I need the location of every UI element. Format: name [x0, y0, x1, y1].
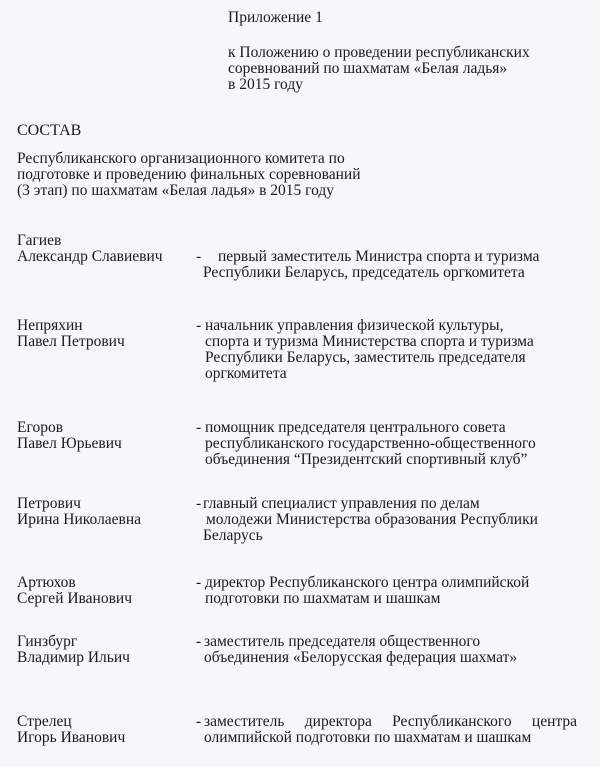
member-given-name: Ирина Николаевна	[17, 511, 142, 528]
member-role-line: молодежи Министерства образования Республики	[206, 511, 538, 528]
member-surname: Гинзбург	[17, 633, 78, 650]
member-given-name: Сергей Иванович	[17, 590, 133, 607]
member-role-line: заместитель председателя общественного	[204, 633, 481, 650]
member-role-line: Беларусь	[203, 527, 263, 544]
member-role-line: заместитель директора Республиканского центра	[204, 713, 577, 730]
member-role-line: спорта и туризма Министерства спорта и туризма	[205, 333, 534, 350]
appendix-line: к Положению о проведении республиканских	[228, 44, 530, 61]
member-role-line: подготовки по шахматам и шашкам	[205, 590, 441, 607]
member-dash: -	[196, 317, 202, 334]
member-role	[205, 575, 529, 607]
member-dash: -	[196, 495, 202, 512]
member-dash: -	[196, 633, 202, 650]
member-given-name: Александр Славиевич	[17, 248, 163, 265]
member-dash: -	[196, 248, 202, 265]
document-heading: СОСТАВ	[17, 122, 82, 139]
member-surname: Стрелец	[17, 713, 72, 730]
member-surname: Егоров	[17, 419, 64, 436]
subtitle-line: подготовке и проведению финальных соревнований	[17, 166, 361, 183]
member-given-name: Павел Юрьевич	[17, 435, 122, 452]
subtitle-line: (3 этап) по шахматам «Белая ладья» в 2015 году	[17, 182, 335, 199]
member-role	[204, 634, 517, 666]
document-subtitle	[17, 151, 361, 199]
member-role-line: Республики Беларусь, заместитель председателя	[205, 349, 526, 366]
subtitle-line: Республиканского организационного комитета по	[17, 150, 345, 167]
member-given-name: Павел Петрович	[17, 333, 125, 350]
member-surname: Непряхин	[17, 317, 83, 334]
member-surname: Гагиев	[17, 232, 62, 249]
member-role-line: республиканского государственно-общественного	[205, 435, 536, 452]
member-surname: Артюхов	[17, 574, 76, 591]
member-role-line: Республики Беларусь, председатель оргкомитета	[203, 264, 525, 281]
appendix-line: соревнований по шахматам «Белая ладья»	[228, 60, 508, 77]
member-role-line: начальник управления физической культуры,	[205, 317, 504, 334]
appendix-title: Приложение 1	[228, 9, 323, 26]
member-role-line: олимпийской подготовки по шахматам и шашкам	[204, 729, 532, 746]
member-dash: -	[196, 574, 202, 591]
member-role-line: первый заместитель Министра спорта и туризма	[218, 248, 540, 265]
appendix-line: в 2015 году	[228, 76, 303, 93]
member-role-line: объединения «Белорусская федерация шахмат»	[204, 649, 518, 666]
member-dash: -	[196, 713, 202, 730]
member-role-line: объединения “Президентский спортивный клуб”	[205, 451, 528, 468]
member-surname: Петрович	[17, 495, 81, 512]
member-role-line: главный специалист управления по делам	[203, 495, 480, 512]
appendix-reference	[228, 45, 530, 93]
member-given-name: Игорь Иванович	[17, 729, 126, 746]
member-role	[205, 420, 536, 468]
member-role-line: директор Республиканского центра олимпийской	[205, 574, 530, 591]
member-role-line: оргкомитета	[205, 365, 287, 382]
member-role-line: помощник председателя центрального совета	[205, 419, 506, 436]
member-dash: -	[196, 419, 202, 436]
member-role	[205, 318, 534, 382]
member-given-name: Владимир Ильич	[17, 649, 130, 666]
